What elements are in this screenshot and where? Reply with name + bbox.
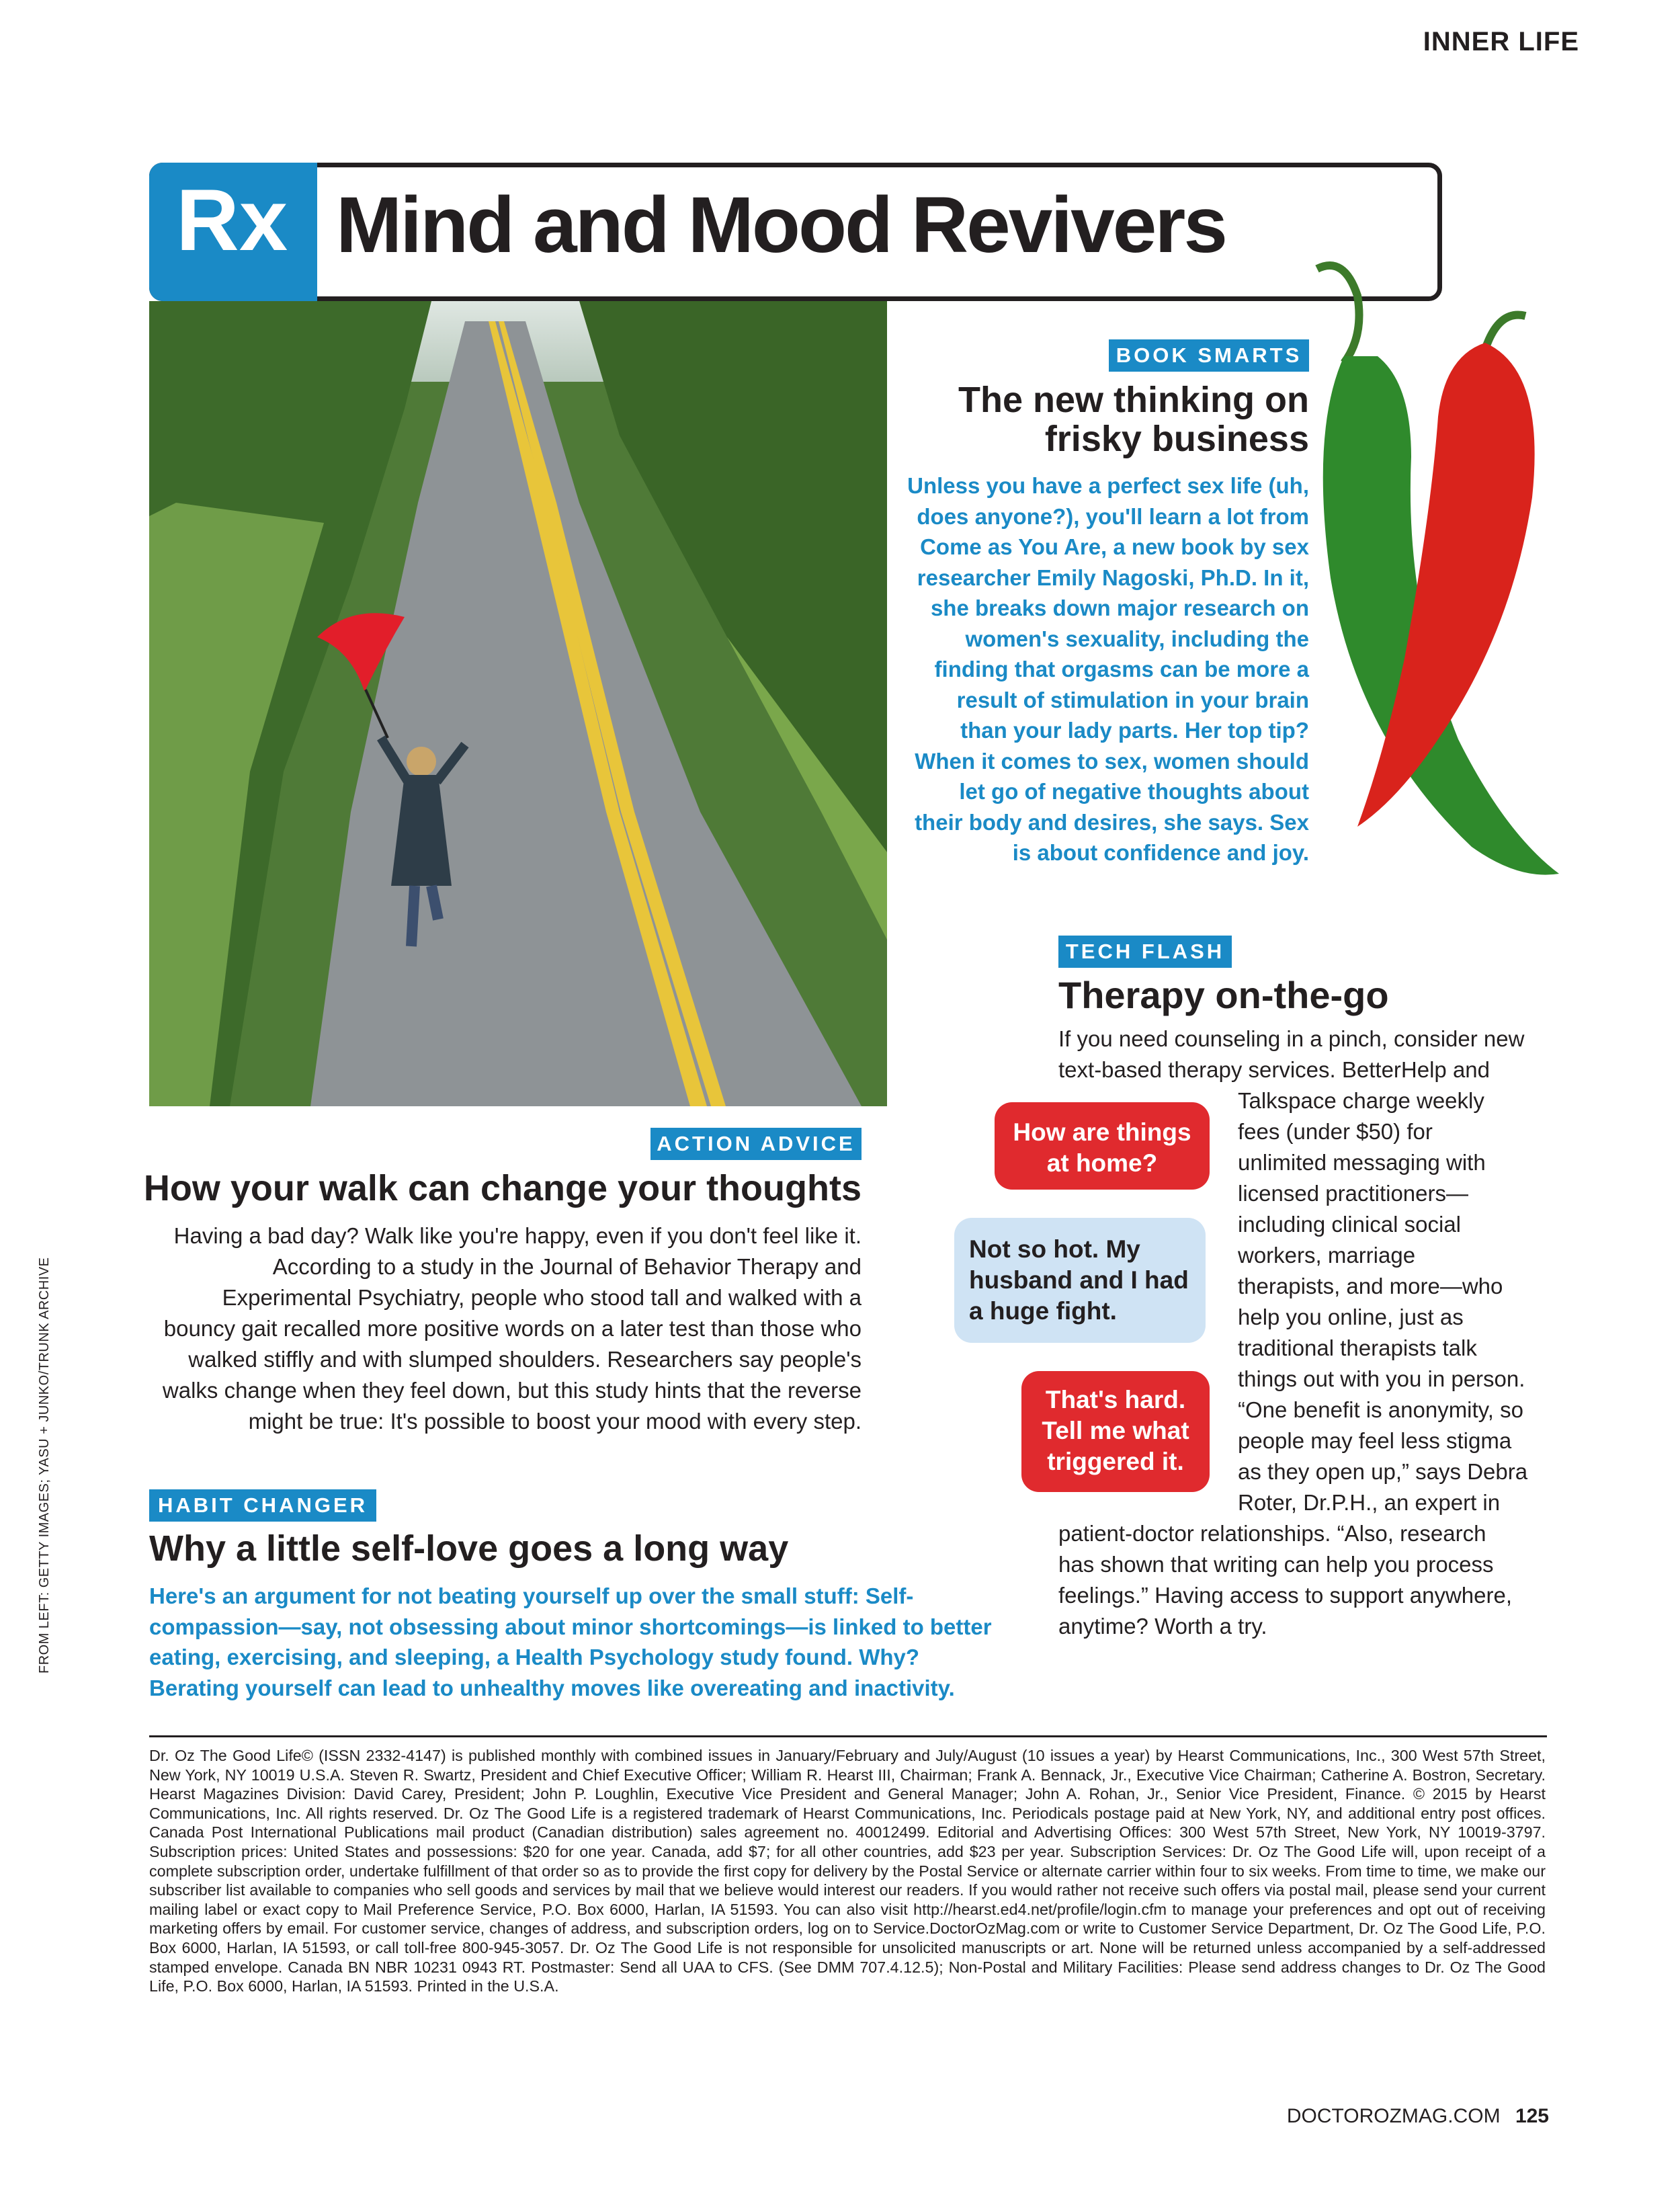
text-line: “One benefit is anonymity, so xyxy=(1238,1397,1523,1422)
text-line: she breaks down major research on xyxy=(930,595,1309,620)
text-line: licensed practitioners— xyxy=(1238,1181,1468,1206)
tech-flash-headline: Therapy on-the-go xyxy=(1058,974,1389,1016)
text-line: feelings.” Having access to support anywhere, xyxy=(1058,1583,1513,1608)
text-line: things out with you in person. xyxy=(1238,1366,1525,1391)
text-line: fees (under $50) for xyxy=(1238,1119,1433,1144)
rx-badge xyxy=(149,163,317,301)
action-advice-tag: ACTION ADVICE xyxy=(650,1128,862,1160)
text-line: Roter, Dr.P.H., an expert in xyxy=(1238,1490,1501,1515)
tech-flash-tag: TECH FLASH xyxy=(1058,936,1232,968)
text-line: let go of negative thoughts about xyxy=(959,779,1309,804)
rx-icon: Rx xyxy=(176,171,288,269)
photo-credit: FROM LEFT: GETTY IMAGES; YASU + JUNKO/TRUNK ARCHIVE xyxy=(37,1257,52,1674)
text-line: their body and desires, she says. Sex xyxy=(915,809,1309,835)
text-line: might be true: It's possible to boost your mood with every step. xyxy=(248,1409,862,1434)
bubble-line: Tell me what xyxy=(1042,1417,1189,1444)
text-line: Come as You Are, a new book by sex xyxy=(920,534,1309,559)
text-line: Experimental Psychiatry, people who stood tall and walked with a xyxy=(222,1285,862,1310)
bubble-line: triggered it. xyxy=(1047,1448,1184,1475)
text-line: traditional therapists talk xyxy=(1238,1335,1477,1360)
book-smarts-body xyxy=(833,470,1309,868)
page-number: 125 xyxy=(1515,2105,1549,2127)
text-line: people may feel less stigma xyxy=(1238,1428,1512,1453)
text-line: walked stiffly and with slumped shoulders. Researchers say people's xyxy=(188,1347,862,1372)
text-line: bouncy gait recalled more positive words on a later test than those who xyxy=(163,1316,862,1341)
text-line: result of stimulation in your brain xyxy=(956,687,1309,712)
text-line: including clinical social xyxy=(1238,1212,1461,1237)
road-photo xyxy=(149,301,887,1106)
text-line: has shown that writing can help you process xyxy=(1058,1552,1494,1577)
text-line: as they open up,” says Debra xyxy=(1238,1459,1528,1484)
text-line: walks change when they feel down, but this study hints that the reverse xyxy=(162,1378,862,1403)
bubble-line: How are things xyxy=(1013,1118,1191,1146)
bubble-line: Not so hot. My xyxy=(969,1235,1140,1263)
book-smarts-tag: BOOK SMARTS xyxy=(1109,339,1309,372)
text-line: women's sexuality, including the xyxy=(965,626,1309,651)
tech-flash-body-column xyxy=(1238,1085,1547,1518)
action-advice-headline: How your walk can change your thoughts xyxy=(143,1168,862,1208)
page-footer xyxy=(1287,2105,1549,2128)
bubble-line: a huge fight. xyxy=(969,1297,1117,1325)
bubble-line: husband and I had xyxy=(969,1266,1189,1294)
text-line: Having a bad day? Walk like you're happy, even if you don't feel like it. xyxy=(173,1223,862,1248)
section-label: INNER LIFE xyxy=(1423,27,1579,56)
divider xyxy=(149,1735,1547,1737)
text-line: If you need counseling in a pinch, consider new xyxy=(1058,1026,1525,1051)
habit-changer-body xyxy=(149,1581,1043,1703)
text-line: therapists, and more—who xyxy=(1238,1274,1503,1298)
habit-changer-tag: HABIT CHANGER xyxy=(149,1489,376,1522)
text-line: Here's an argument for not beating yourself up over the small stuff: Self- xyxy=(149,1583,914,1608)
text-line: According to a study in the Journal of Behavior Therapy and xyxy=(272,1254,862,1279)
text-line: eating, exercising, and sleeping, a Health Psychology study found. Why? xyxy=(149,1645,920,1669)
text-line: patient-doctor relationships. “Also, research xyxy=(1058,1521,1486,1546)
text-line: help you online, just as xyxy=(1238,1305,1464,1329)
book-smarts-headline-line-2: frisky business xyxy=(1044,419,1309,459)
text-line: than your lady parts. Her top tip? xyxy=(960,718,1309,743)
text-line: does anyone?), you'll learn a lot from xyxy=(917,503,1309,529)
text-line: researcher Emily Nagoski, Ph.D. In it, xyxy=(917,565,1309,590)
bubble-line: That's hard. xyxy=(1045,1386,1186,1413)
text-line: anytime? Worth a try. xyxy=(1058,1614,1267,1639)
page-title: Mind and Mood Revivers xyxy=(336,181,1226,270)
text-line: is about confidence and joy. xyxy=(1012,840,1309,865)
text-line: text-based therapy services. BetterHelp and xyxy=(1058,1057,1490,1082)
action-advice-body xyxy=(108,1221,862,1437)
text-line: workers, marriage xyxy=(1238,1243,1416,1268)
book-smarts-headline xyxy=(833,380,1309,458)
text-line: Talkspace charge weekly xyxy=(1238,1088,1484,1113)
footer-site: DOCTOROZMAG.COM xyxy=(1286,2105,1501,2127)
chat-bubble-counselor-2 xyxy=(1021,1371,1210,1492)
text-line: unlimited messaging with xyxy=(1238,1150,1486,1175)
text-line: Unless you have a perfect sex life (uh, xyxy=(907,473,1309,498)
habit-changer-headline: Why a little self-love goes a long way xyxy=(149,1528,789,1569)
tech-flash-body-bottom xyxy=(1058,1518,1569,1642)
chili-peppers-image xyxy=(1304,255,1586,894)
text-line: compassion—say, not obsessing about minor shortcomings—is linked to better xyxy=(149,1614,992,1639)
text-line: Berating yourself can lead to unhealthy moves like overeating and inactivity. xyxy=(149,1675,955,1700)
chat-bubble-user xyxy=(954,1218,1206,1343)
text-line: When it comes to sex, women should xyxy=(915,748,1309,774)
text-line: finding that orgasms can be more a xyxy=(934,657,1309,682)
publication-fine-print: Dr. Oz The Good Life© (ISSN 2332-4147) is published monthly with combined issues in January/February and July/August (10 issues a year) by Hearst Communications, Inc., 300 West 57th Street, New York, NY 10019 U.S.A. Steven R. Swartz, President and Chief Executive Officer; William R. Hearst III, Chairman; Frank A. Bennack, Jr., Executive Vice Chairman; Catherine A. Bostron, Secretary. Hearst Magazines Division: David Carey, President; John P. Loughlin, Executive Vice President and General Manager; John A. Rohan, Jr., Senior Vice President, Finance. © 2015 by Hearst Communications, Inc. All rights reserved. Dr. Oz The Good Life is a registered trademark of Hearst Communications, Inc. Periodicals postage paid at New York, NY, and additional entry post offices. Canada Post International Publications mail product (Canadian distribution) sales agreement no. 40012499. Editorial and Advertising Offices: 300 West 57th Street, New York, NY 10019-3797. Subscription prices: United States and possessions: $20 for one year. Canada, add $7; for all other countries, add $23 per year. Subscription Services: Dr. Oz The Good Life will, upon receipt of a complete subscription order, undertake fulfillment of that order so as to provide the first copy for delivery by the Postal Service or alternate carrier within four to six weeks. From time to time, we make our subscriber list available to companies who sell goods and services by mail that we believe would interest our readers. If you would rather not receive such offers via postal mail, please send your current mailing label or exact copy to Mail Preference Service, P.O. Box 6000, Harlan, IA 51593. You can also visit http://hearst.ed4.net/profile/login.cfm to manage your preferences and opt out of receiving marketing offers by email. For customer service, changes of address, and subscription orders, log on to Service.DoctorOzMag.com or write to Customer Service Department, Dr. Oz The Good Life, P.O. Box 6000, Harlan, IA 51593, or call toll-free 800-945-3057. Dr. Oz The Good Life is not responsible for unsolicited manuscripts or art. None will be returned unless accompanied by a self-addressed stamped envelope. Canada BN NBR 10231 0943 RT. Postmaster: Send all UAA to CFS. (See DMM 707.4.12.5); Non-Postal and Military Facilities: Please send address changes to Dr. Oz The Good Life, P.O. Box 6000, Harlan, IA 51593. Printed in the U.S.A. xyxy=(149,1747,1546,1995)
book-smarts-headline-line-1: The new thinking on xyxy=(958,380,1309,420)
bubble-line: at home? xyxy=(1046,1149,1158,1177)
chat-bubble-counselor-1 xyxy=(995,1102,1210,1190)
tech-flash-body-top xyxy=(1058,1024,1569,1085)
